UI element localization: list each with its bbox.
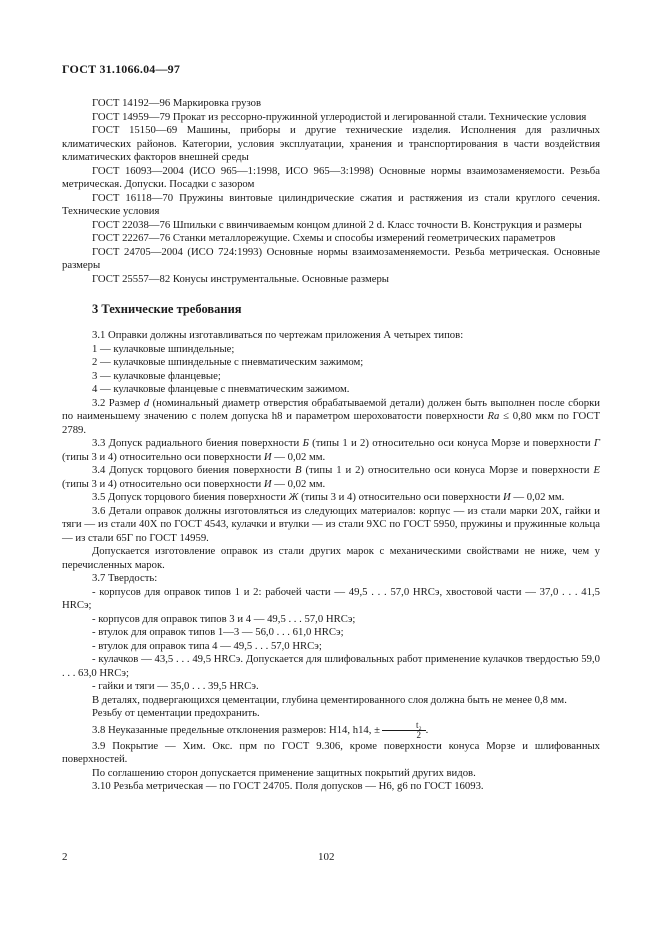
hardness-item: - втулок для оправок типов 1—3 — 56,0 . . . 61,0 HRCэ; <box>92 626 344 638</box>
reference-item: ГОСТ 14959—79 Прокат из рессорно-пружинной углеродистой и легированной стали. Технические условия <box>92 110 587 123</box>
document-body <box>62 97 600 794</box>
clause-3-3: 3.3 Допуск радиального биения поверхности Б (типы 1 и 2) относительно оси конуса Морзе и поверхности Г (типы 3 и 4) относительно оси поверхности И — 0,02 мм. <box>62 437 600 463</box>
clause-3-9: 3.9 Покрытие — Хим. Окс. прм по ГОСТ 9.306, кроме поверхности конуса Морзе и шлифованных поверхностей. <box>62 739 600 765</box>
thread-protection-note: Резьбу от цементации предохранить. <box>92 707 260 719</box>
reference-item: ГОСТ 24705—2004 (ИСО 724:1993) Основные нормы взаимозаменяемости. Резьба метрическая. Основные размеры <box>62 245 600 271</box>
reference-item: ГОСТ 25557—82 Конусы инструментальные. Основные размеры <box>92 272 389 285</box>
document-header: ГОСТ 31.1066.04—97 <box>62 62 181 76</box>
reference-item: ГОСТ 15150—69 Машины, приборы и другие технические изделия. Исполнения для различных климатических районов. Категории, условия эксплуатации, хранения и транспортирования в части воздействия климатических факторов внешней среды <box>62 124 600 163</box>
type-list-item: 2 — кулачковые шпиндельные с пневматическим зажимом; <box>92 356 364 368</box>
hardness-item: - гайки и тяги — 35,0 . . . 39,5 HRCэ. <box>92 680 259 692</box>
clause-3-5: 3.5 Допуск торцового биения поверхности Ж (типы 3 и 4) относительно оси поверхности И — 0,02 мм. <box>92 491 565 503</box>
type-list-item: 1 — кулачковые шпиндельные; <box>92 342 235 355</box>
reference-item: ГОСТ 14192—96 Маркировка грузов <box>92 97 262 109</box>
clause-3-7-title: 3.7 Твердость: <box>92 572 158 584</box>
clause-3-6-note: Допускается изготовление оправок из стали других марок с механическими свойствами не ниже, чем у перечисленных марок. <box>62 545 600 571</box>
hardness-item: - корпусов для оправок типов 1 и 2: рабочей части — 49,5 . . . 57,0 HRCэ, хвостовой части — 37,0 . . . 41,5 HRCэ; <box>62 585 600 611</box>
clause-3-8: 3.8 Неуказанные предельные отклонения размеров: H14, h14, ± $\frac{\text{t₂}}{2}$ . <box>92 719 429 740</box>
hardness-item: - втулок для оправок типа 4 — 49,5 . . . 57,0 HRCэ; <box>92 639 322 652</box>
clause-3-1-intro: 3.1 Оправки должны изготавливаться по чертежам приложения А четырех типов: <box>92 329 464 341</box>
clause-3-4: 3.4 Допуск торцового биения поверхности В (типы 1 и 2) относительно оси конуса Морзе и поверхности Е (типы 3 и 4) относительно оси поверхности И — 0,02 мм. <box>62 464 600 490</box>
reference-item: ГОСТ 22267—76 Станки металлорежущие. Схемы и способы измерений геометрических параметров <box>92 232 556 244</box>
hardness-item: - корпусов для оправок типов 3 и 4 — 49,5 . . . 57,0 HRCэ; <box>92 612 356 625</box>
cementation-note: В деталях, подвергающихся цементации, глубина цементированного слоя должна быть не менее 0,8 мм. <box>92 693 567 706</box>
tolerance-fraction: $\frac{\text{t₂}}{2}$ <box>382 721 426 740</box>
section-title: 3 Технические требования <box>92 302 242 316</box>
clause-3-2: 3.2 Размер d (номинальный диаметр отверстия обрабатываемой детали) должен быть выполнен после сборки по наименьшему значению с полем допуска h8 и параметром шероховатости поверхности Ra ≤ 0,80 мкм по ГОСТ 2789. <box>62 396 600 436</box>
clause-3-6: 3.6 Детали оправок должны изготовляться из следующих материалов: корпус — из стали марки 20Х, гайки и тяги — из стали 40Х по ГОСТ 4543, кулачки и втулки — из стали 9ХС по ГОСТ 5950, пружины и пружинные кольца — из стали 65Г по ГОСТ 14959. <box>62 504 600 544</box>
page-number-local: 2 <box>62 851 68 863</box>
type-list-item: 4 — кулачковые фланцевые с пневматическим зажимом. <box>92 383 350 395</box>
page-number-global: 102 <box>318 851 335 863</box>
type-list-item: 3 — кулачковые фланцевые; <box>92 369 221 382</box>
clause-3-9-note: По соглашению сторон допускается применение защитных покрытий других видов. <box>92 766 476 779</box>
hardness-item: - кулачков — 43,5 . . . 49,5 HRCэ. Допускается для шлифовальных работ применение кулачков твердостью 59,0 . . . 63,0 HRCэ; <box>62 653 600 679</box>
reference-item: ГОСТ 16093—2004 (ИСО 965—1:1998, ИСО 965—3:1998) Основные нормы взаимозаменяемости. Резьба метрическая. Допуски. Посадки с зазором <box>62 164 600 190</box>
clause-3-10: 3.10 Резьба метрическая — по ГОСТ 24705. Поля допусков — H6, g6 по ГОСТ 16093. <box>92 780 484 792</box>
reference-item: ГОСТ 16118—70 Пружины винтовые цилиндрические сжатия и растяжения из стали круглого сечения. Технические условия <box>62 191 600 217</box>
reference-item: ГОСТ 22038—76 Шпильки с ввинчиваемым концом длиной 2 d. Класс точности В. Конструкция и размеры <box>92 218 582 231</box>
